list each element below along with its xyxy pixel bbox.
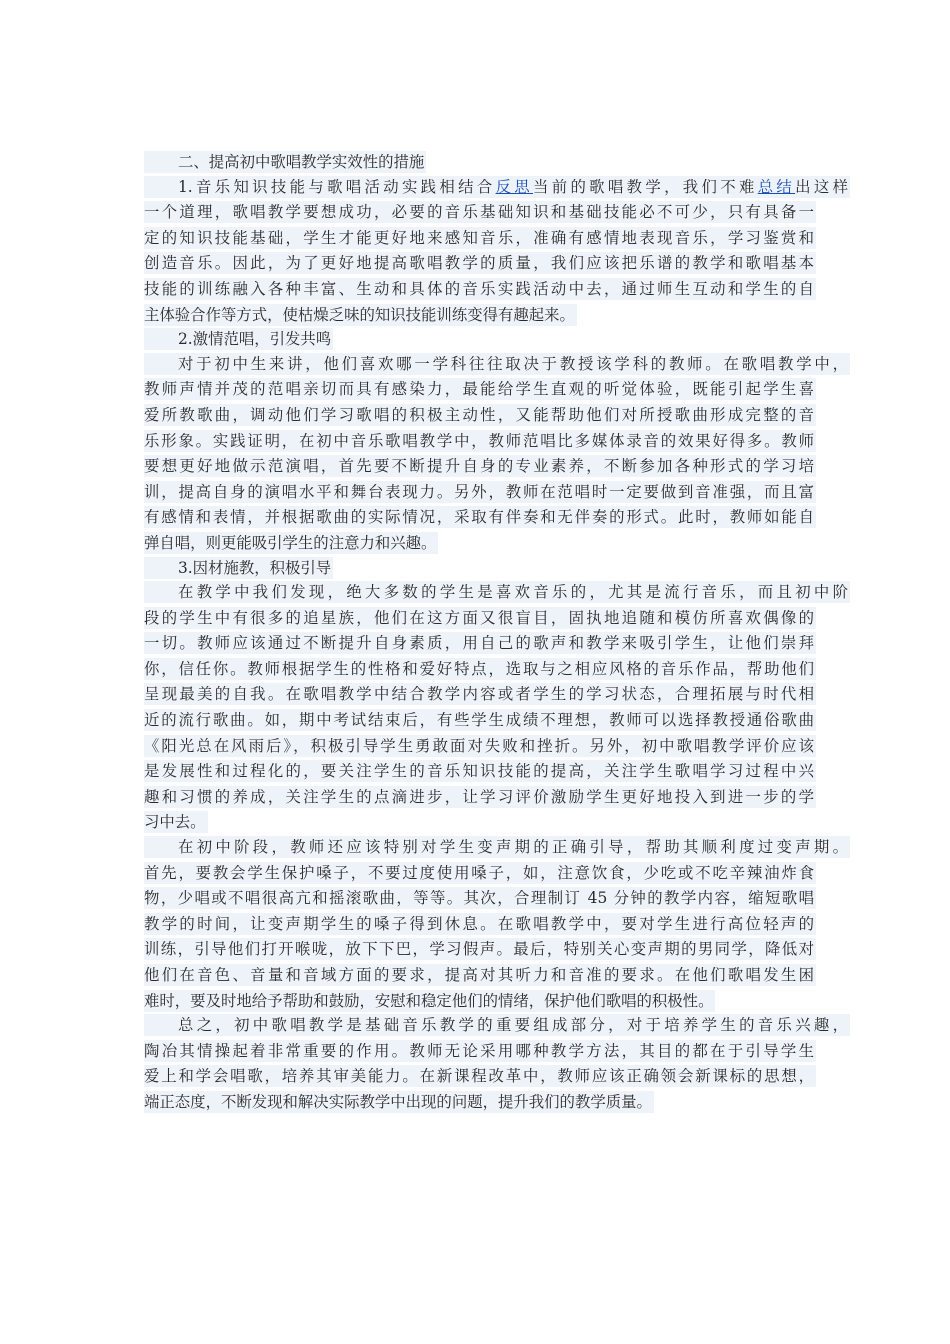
paragraph-line: 教学的时间，让变声期学生的嗓子得到休息。在歌唱教学中，要对学生进行高位轻声的 [144, 914, 814, 933]
paragraph-line: 教师声情并茂的范唱亲切而具有感染力，最能给学生直观的听觉体验，既能引起学生喜 [144, 380, 814, 399]
paragraph-line: 对于初中生来讲，他们喜欢哪一学科往往取决于教授该学科的教师。在歌唱教学中， [144, 353, 814, 378]
paragraph-line: 近的流行歌曲。如，期中考试结束后，有些学生成绩不理想，教师可以选择教授通俗歌曲 [144, 711, 814, 730]
paragraph-line: 总之，初中歌唱教学是基础音乐教学的重要组成部分，对于培养学生的音乐兴趣， [144, 1014, 814, 1039]
paragraph-line: 爱上和学会唱歌，培养其审美能力。在新课程改革中，教师应该正确领会新课标的思想， [144, 1067, 814, 1086]
document-body [144, 150, 848, 1115]
paragraph-line: 要想更好地做示范演唱，首先要不断提升自身的专业素养，不断参加各种形式的学习培 [144, 457, 814, 476]
paragraph-line: 一切。教师应该通过不断提升自身素质，用自己的歌声和教学来吸引学生，让他们崇拜 [144, 634, 814, 653]
s1-first-line [144, 176, 848, 201]
paragraph-line: 在教学中我们发现，绝大多数的学生是喜欢音乐的，尤其是流行音乐，而且初中阶 [144, 581, 814, 606]
s1-mid: 当前的歌唱教学，我们不难 [533, 177, 758, 196]
paragraph-line: 习中去。 [144, 813, 206, 832]
paragraph-line: 技能的训练融入各种丰富、生动和具体的音乐实践活动中去，通过师生互动和学生的自 [144, 279, 814, 298]
link-fansi[interactable]: 反思 [495, 177, 534, 196]
paragraph-line: 你，信任你。教师根据学生的性格和爱好特点，选取与之相应风格的音乐作品，帮助他们 [144, 659, 814, 678]
paragraph-line: 《阳光总在风雨后》，积极引导学生勇敢面对失败和挫折。另外，初中歌唱教学评价应该 [144, 736, 814, 755]
paragraph-line: 乐形象。实践证明，在初中音乐歌唱教学中，教师范唱比多媒体录音的效果好得多。教师 [144, 431, 814, 450]
paragraph-line: 主体验合作等方式，使枯燥乏味的知识技能训练变得有趣起来。 [144, 305, 575, 324]
paragraph-line: 趣和习惯的养成，关注学生的点滴进步，让学习评价激励学生更好地投入到进一步的学 [144, 787, 814, 806]
section-title: 2.激情范唱，引发共鸣 [144, 327, 814, 352]
section-heading [144, 150, 814, 175]
heading-text: 二、提高初中歌唱教学实效性的措施 [144, 151, 426, 173]
s1-prefix: 1.音乐知识技能与歌唱活动实践相结合 [178, 177, 496, 196]
paragraph-line: 定的知识技能基础，学生才能更好地来感知音乐，准确有感情地表现音乐，学习鉴赏和 [144, 228, 814, 247]
paragraph-line: 端正态度，不断发现和解决实际教学中出现的问题，提升我们的教学质量。 [144, 1092, 652, 1111]
section-title: 3.因材施教，积极引导 [144, 556, 814, 581]
paragraph-line: 物，少唱或不唱很高亢和摇滚歌曲，等等。其次，合理制订 45 分钟的教学内容，缩短歌唱 [144, 889, 814, 908]
link-zongjie[interactable]: 总结 [757, 177, 796, 196]
paragraph-line: 是发展性和过程化的，要关注学生的音乐知识技能的提高，关注学生歌唱学习过程中兴 [144, 762, 814, 781]
paragraph-line: 有感情和表情，并根据歌曲的实际情况，采取有伴奏和无伴奏的形式。此时，教师如能自 [144, 508, 814, 527]
paragraph-line: 训练，引导他们打开喉咙，放下下巴，学习假声。最后，特别关心变声期的男同学，降低对 [144, 940, 814, 959]
paragraph-line: 呈现最美的自我。在歌唱教学中结合教学内容或者学生的学习状态，合理拓展与时代相 [144, 685, 814, 704]
paragraph-line: 爱所教歌曲，调动他们学习歌唱的积极主动性，又能帮助他们对所授歌曲形成完整的音 [144, 405, 814, 424]
paragraph-line: 训，提高自身的演唱水平和舞台表现力。另外，教师在范唱时一定要做到音准强，而且富 [144, 482, 814, 501]
paragraph-line: 难时，要及时地给予帮助和鼓励，安慰和稳定他们的情绪，保护他们歌唱的积极性。 [144, 991, 714, 1010]
paragraph-line: 陶冶其情操起着非常重要的作用。教师无论采用哪种教学方法，其目的都在于引导学生 [144, 1041, 814, 1060]
paragraph-line: 创造音乐。因此，为了更好地提高歌唱教学的质量，我们应该把乐谱的教学和歌唱基本 [144, 254, 814, 273]
paragraph-line: 首先，要教会学生保护嗓子，不要过度使用嗓子，如，注意饮食，少吃或不吃辛辣油炸食 [144, 863, 814, 882]
paragraph-line: 一个道理，歌唱教学要想成功，必要的音乐基础知识和基础技能必不可少，只有具备一 [144, 203, 814, 222]
s1-suffix: 出这样 [795, 177, 848, 196]
paragraph-line: 他们在音色、音量和音域方面的要求，提高对其听力和音准的要求。在他们歌唱发生困 [144, 966, 814, 984]
paragraph-line: 段的学生中有很多的追星族，他们在这方面又很盲目，固执地追随和模仿所喜欢偶像的 [144, 608, 814, 627]
paragraph-line: 在初中阶段，教师还应该特别对学生变声期的正确引导，帮助其顺利度过变声期。 [144, 836, 814, 861]
paragraph-line: 弹自唱，则更能吸引学生的注意力和兴趣。 [144, 533, 437, 552]
